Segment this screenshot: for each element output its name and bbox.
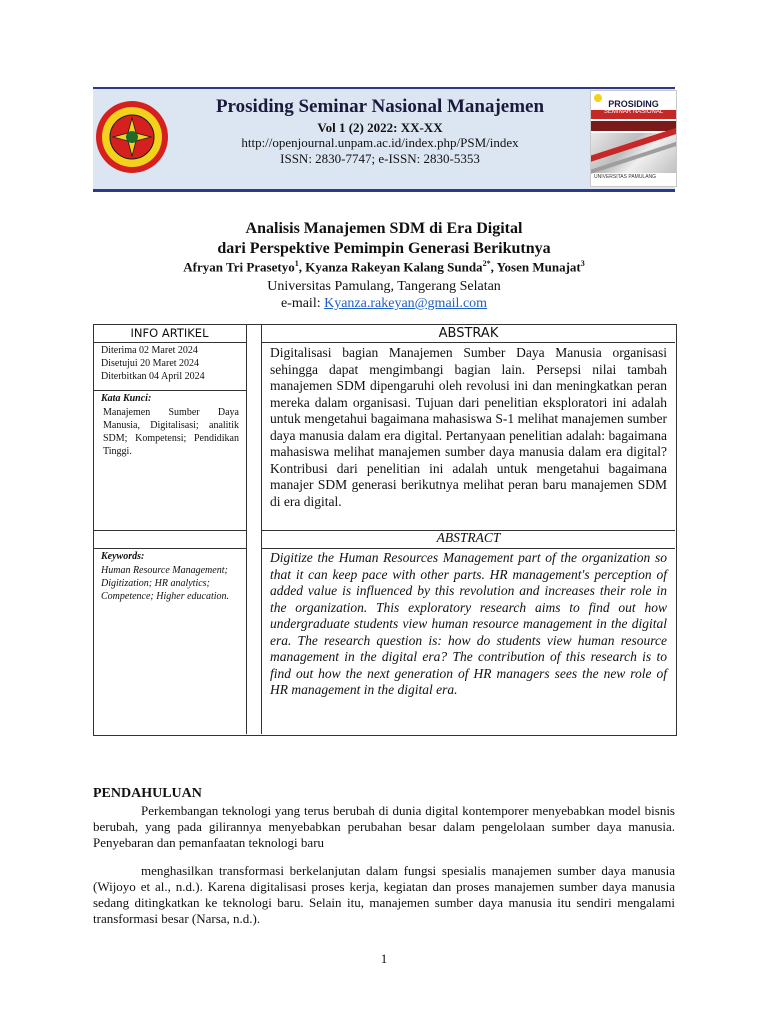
divider [93, 390, 246, 391]
author-name: Kyanza Rakeyan Kalang Sunda [305, 259, 483, 275]
section-heading: PENDAHULUAN [93, 786, 202, 801]
divider [93, 548, 246, 549]
column-gap [247, 325, 261, 733]
author-separator: , [298, 259, 306, 275]
column-divider [261, 324, 262, 734]
journal-volume: Vol 1 (2) 2022: XX-XX [317, 120, 443, 135]
page-number: 1 [380, 951, 388, 966]
affiliation: Universitas Pamulang, Tangerang Selatan [267, 279, 501, 294]
author-list [93, 259, 675, 275]
published-date: Diterbitkan 04 April 2024 [101, 371, 205, 382]
abstrak-heading: ABSTRAK [438, 326, 499, 341]
article-title-line1: Analisis Manajemen SDM di Era Digital [245, 220, 523, 237]
journal-issn: ISSN: 2830-7747; e-ISSN: 2830-5353 [280, 151, 480, 166]
keywords-label: Keywords: [101, 551, 145, 562]
author-affiliation-mark: 1 [294, 259, 299, 268]
article-title-line2: dari Perspektive Pemimpin Generasi Berikutnya [217, 240, 551, 257]
abstract-text: Digitize the Human Resources Management part of the organization so that it can keep pace with other parts. HR management's perception of added value is influenced by this revolution and increases their role in the organization. This exploratory research aims to find out how undergraduate students view human resource management in the digital era. The research question is: how do students view human resource management in the digital era? The contribution of this research is to find out how the next generation of HR managers sees the new role of HR management in the digital era. [270, 550, 667, 697]
email-link[interactable]: Kyanza.rakeyan@gmail.com [324, 296, 488, 311]
received-date: Diterima 02 Maret 2024 [101, 345, 198, 356]
divider [262, 548, 675, 549]
email-label: e-mail: [280, 296, 325, 311]
abstrak-text: Digitalisasi bagian Manajemen Sumber Daya Manusia organisasi sehingga dapat mengimbangi bagian lain. Persepsi nilai tambah manajemen SDM dipengaruhi oleh revolusi ini dan meningkatkan peran mereka dalam organisasi. Tujuan dari penelitian eksploratori ini adalah untuk mengetahui bagaimana mahasiswa S-1 melihat manajemen sumber daya manusia dalam era digital. Pertanyaan penelitian adalah: bagaimana mahasiswa melihat manajemen sumber daya manusia dalam era digital? Kontribusi dari penelitian ini adalah untuk mengetahui bagaimana manajer SDM generasi berikutnya melihat peran baru manajemen SDM di era digital. [270, 345, 667, 509]
author-name: Yosen Munajat [496, 259, 581, 275]
journal-url[interactable]: http://openjournal.unpam.ac.id/index.php/PSM/index [241, 135, 519, 150]
author-name: Afryan Tri Prasetyo [183, 259, 295, 275]
university-logo [95, 100, 169, 174]
kata-kunci-list: Manajemen Sumber Daya Manusia, Digitalisasi; analitik SDM; Kompetensi; Pendidikan Tinggi. [103, 407, 239, 457]
kata-kunci-label: Kata Kunci: [101, 393, 152, 404]
cover-title: PROSIDING [608, 99, 659, 109]
divider [93, 342, 246, 343]
body-paragraph: menghasilkan transformasi berkelanjutan dalam fungsi spesialis manajemen sumber daya manusia (Wijoyo et al., n.d.). Karena digitalisasi proses kerja, kegiatan dan proses manajemen sumber daya manusia sedang ditingkatkan ke teknologi baru. Selain itu, manajemen sumber daya manusia itu sendiri mengalami transformasi besar (Narsa, n.d.). [93, 863, 675, 926]
author-affiliation-mark: 3 [580, 259, 585, 268]
body-paragraph: Perkembangan teknologi yang terus berubah di dunia digital kontemporer menyebabkan model bisnis berubah, yang pada gilirannya menyebabkan perubahan besar dalam pengelolaan sumber daya manusia. Penyebaran dan pemanfaatan teknologi baru [93, 803, 675, 850]
journal-title: Prosiding Seminar Nasional Manajemen [215, 96, 545, 117]
abstract-heading: ABSTRACT [436, 530, 501, 545]
author-affiliation-mark: 2* [482, 259, 491, 268]
divider [93, 530, 246, 531]
approved-date: Disetujui 20 Maret 2024 [101, 358, 200, 369]
email-line [93, 296, 675, 312]
divider [262, 342, 675, 343]
info-artikel-heading: INFO ARTIKEL [130, 326, 209, 340]
keywords-list: Human Resource Management; Digitization; HR analytics; Competence; Higher education. [101, 565, 230, 602]
cover-subtitle: SEMINAR NASIONAL [603, 109, 664, 115]
proceedings-cover-image [590, 90, 677, 187]
cover-organization: UNIVERSITAS PAMULANG [594, 174, 657, 180]
author-separator: , [490, 259, 497, 275]
